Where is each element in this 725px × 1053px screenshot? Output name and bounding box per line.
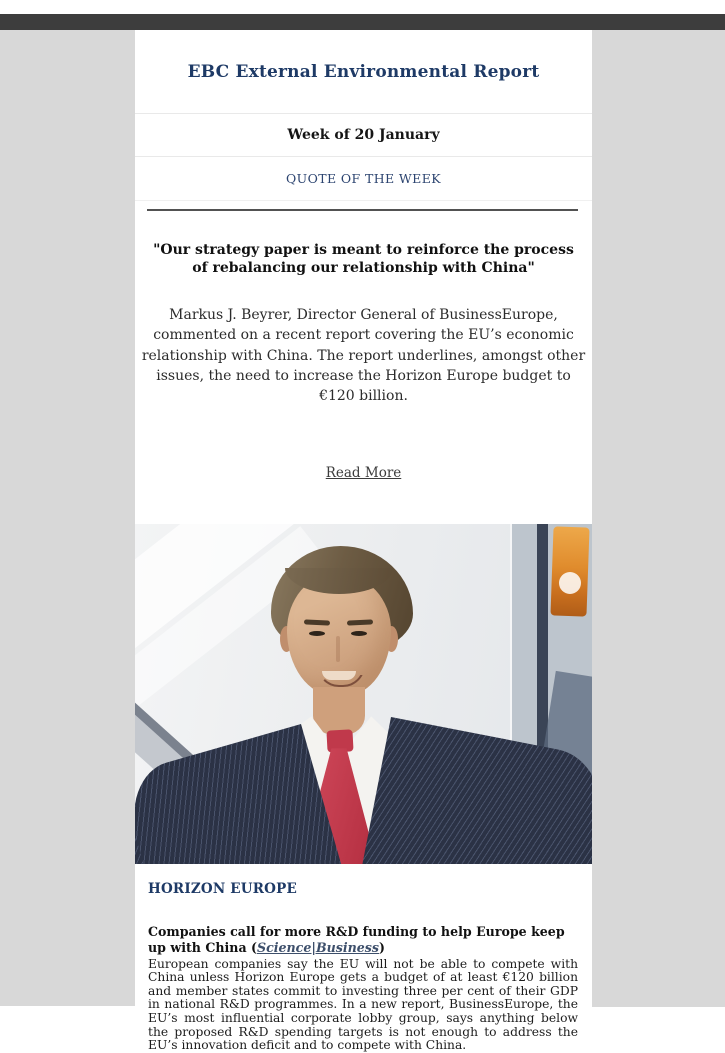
- read-more-link[interactable]: Read More: [325, 465, 402, 482]
- horizontal-rule: [147, 209, 578, 211]
- man-nose: [336, 636, 340, 662]
- section-title-horizon-europe: HORIZON EUROPE: [148, 881, 297, 898]
- report-title: EBC External Environmental Report: [187, 61, 540, 82]
- article-headline: [148, 924, 578, 954]
- quote-attribution: Markus J. Beyrer, Director General of BusinessEurope, commented on a recent report covering the EU’s economic relationship with China. The report underlines, amongst other issues, the need to increase the Horizon Europe budget to €120 billion.: [141, 306, 586, 405]
- quote-of-the-week-row: [135, 157, 592, 201]
- left-page-margin: [0, 30, 135, 1006]
- headline-text: Companies call for more R&D funding to help Europe keep up with China: [148, 924, 565, 955]
- week-banner: [135, 114, 592, 157]
- quote-of-the-week-label: QUOTE OF THE WEEK: [286, 171, 441, 186]
- article-photo: [135, 524, 592, 864]
- week-title: Week of 20 January: [287, 127, 440, 143]
- read-more-row: [135, 462, 592, 481]
- window-top-bar: [0, 14, 725, 30]
- email-body: [135, 30, 592, 1053]
- article-body: European companies say the EU will not be able to compete with China unless Horizon Europe gets a budget of at least €120 billion and member states commit to investing three per cent of their GDP in national R&D programmes. In a new report, BusinessEurope, the EU’s most influential corporate lobby group, says anything below the proposed R&D spending targets is not enough to address the EU’s innovation deficit and to compete with China.: [148, 956, 578, 1053]
- right-page-margin: [592, 30, 725, 1007]
- source-link[interactable]: Science|Business: [256, 939, 379, 955]
- quote-text: "Our strategy paper is meant to reinforce the process of rebalancing our relationship with China": [153, 242, 574, 277]
- paren-close: ): [378, 939, 385, 955]
- paren-open: (: [251, 939, 257, 955]
- report-title-row: [135, 30, 592, 114]
- man-neck: [313, 687, 365, 735]
